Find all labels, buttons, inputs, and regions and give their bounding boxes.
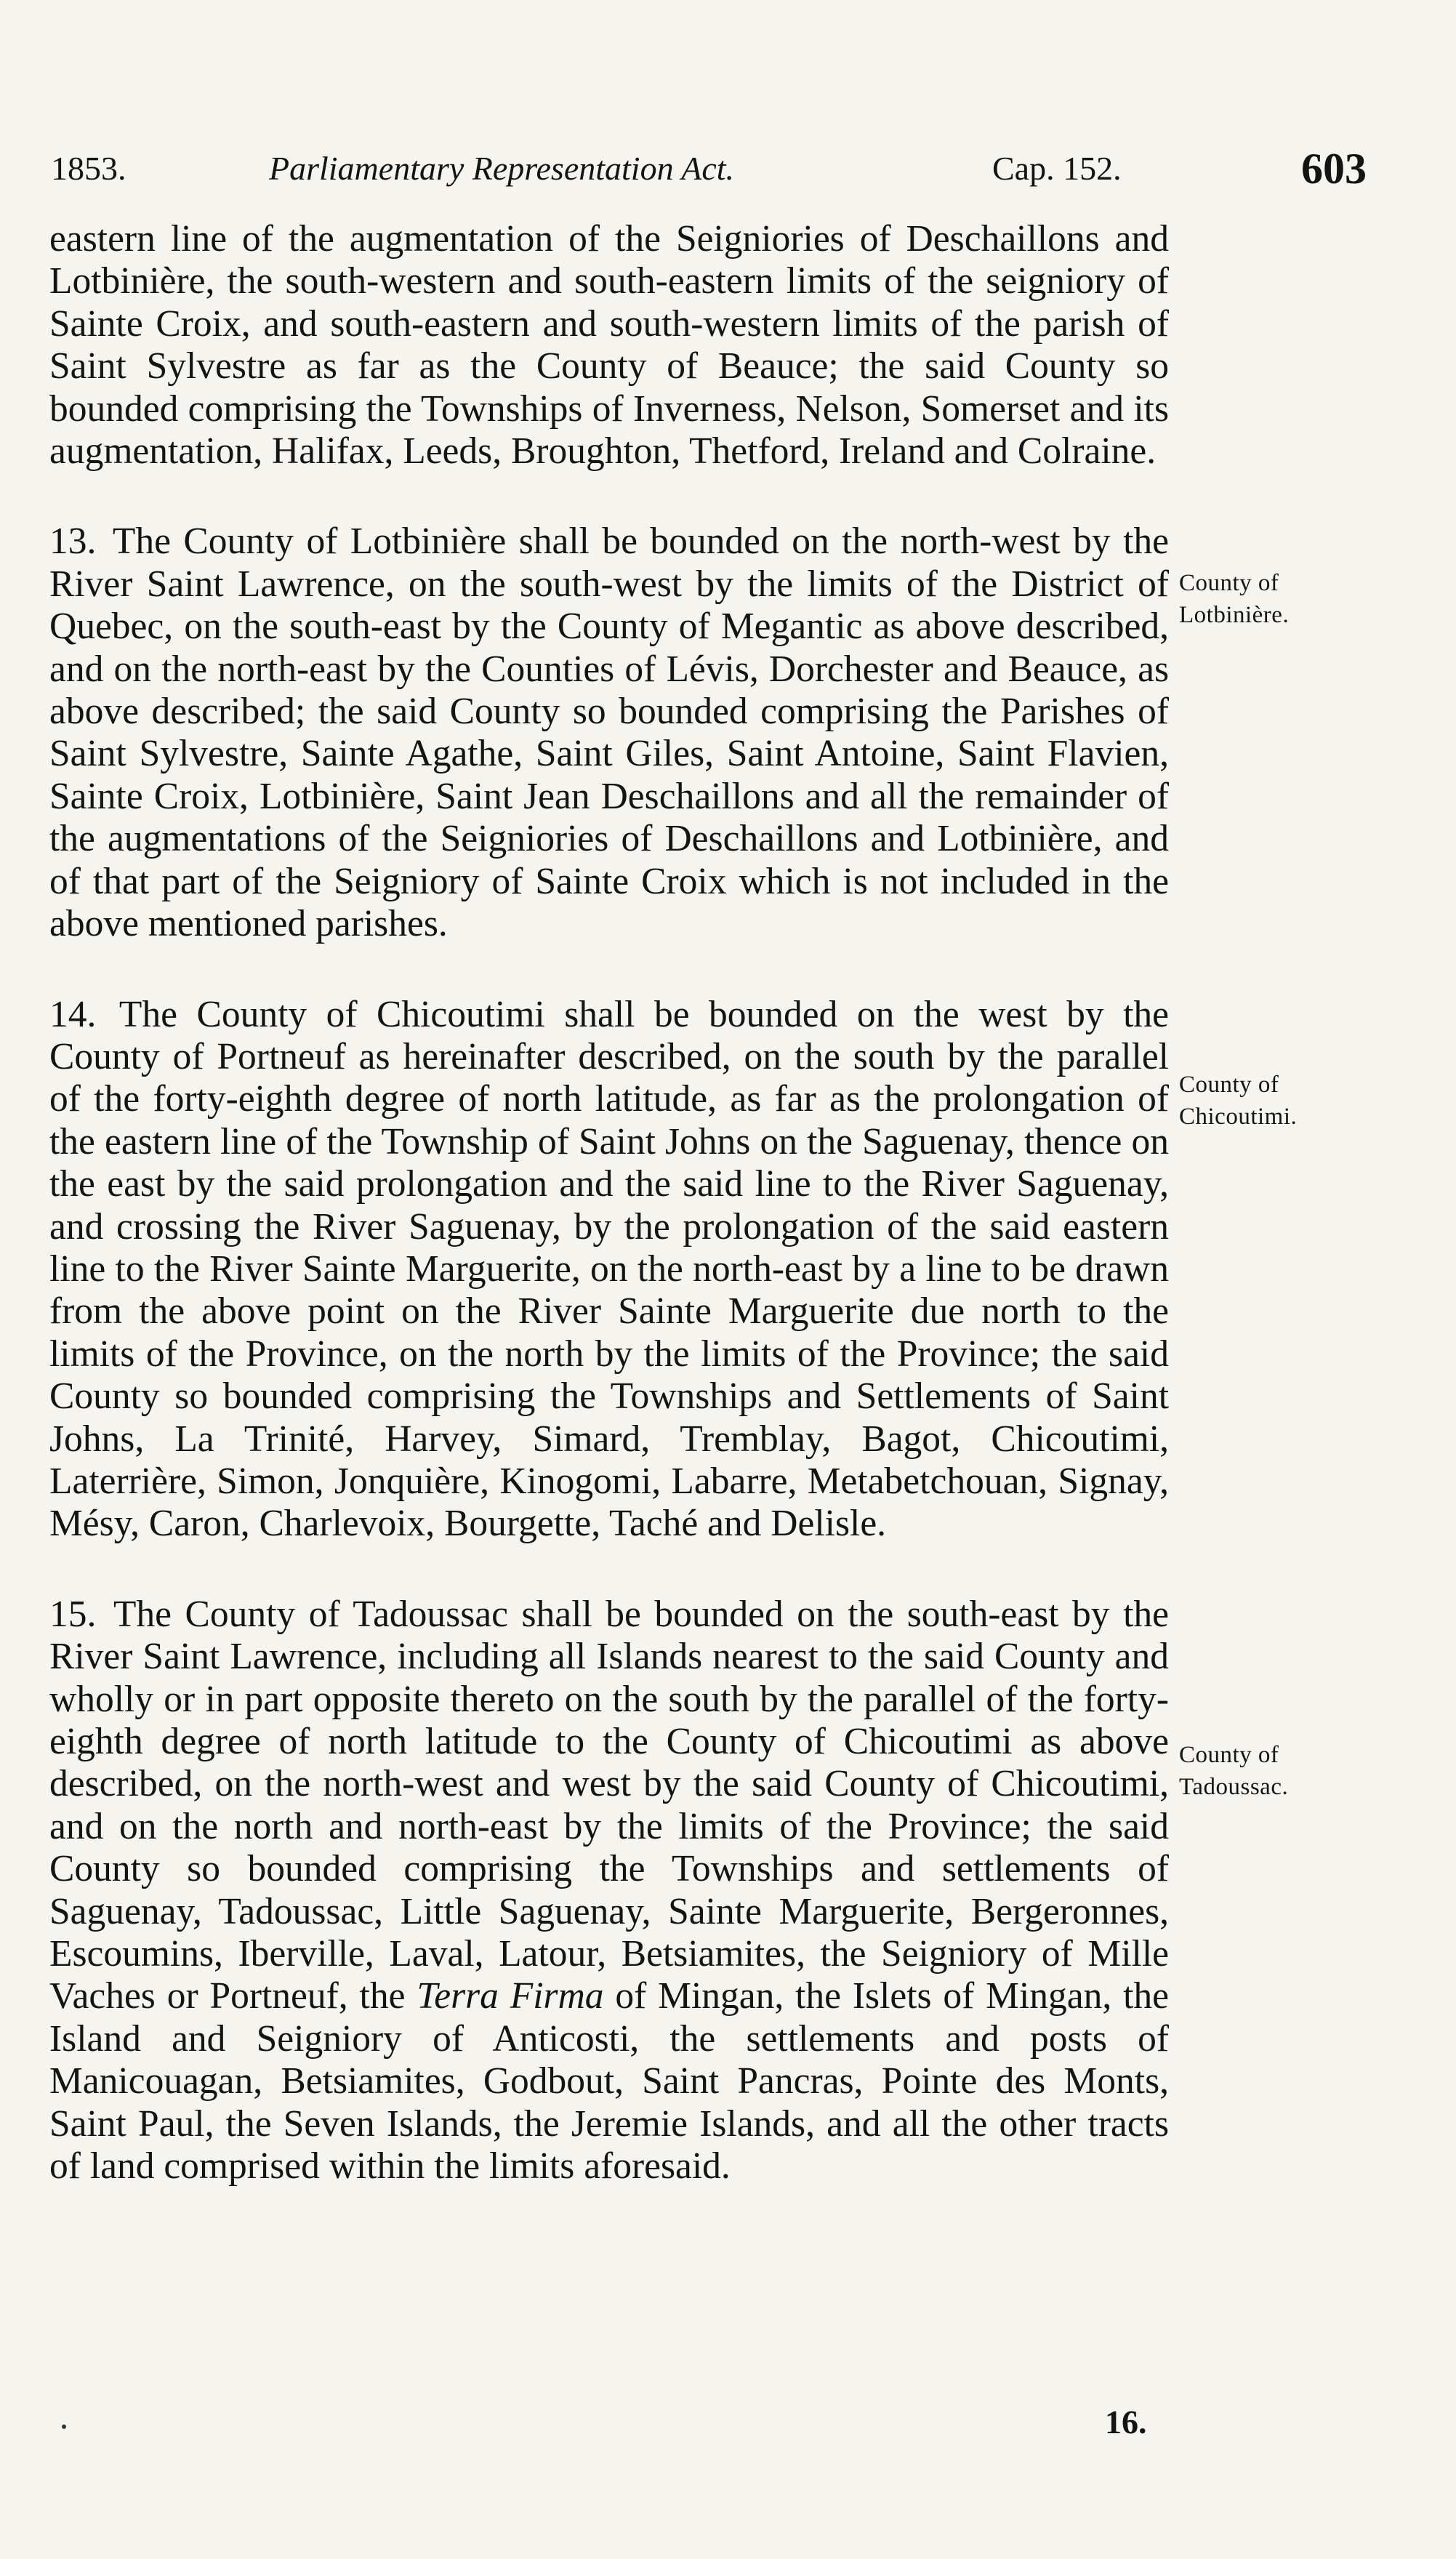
section-number: 14. xyxy=(49,993,97,1035)
margin-note-lotbiniere xyxy=(1179,567,1397,631)
margin-note-line: Lotbinière. xyxy=(1179,602,1290,628)
signature-mark: 16. xyxy=(1105,2403,1147,2441)
section-text: The County of Chicoutimi shall be bounded on the west by the County of Portneuf as hereinafter described, on the south by the parallel of the forty-eighth degree of north latitude, as far as the prolongation of the eastern line of the Township of Saint Johns on the Saguenay, thence on the east by the said prolongation and the said line to the River Saguenay, and crossing the River Saguenay, by the prolongation of the said eastern line to the River Sainte Marguerite, on the north-east by a line to be drawn from the above point on the River Sainte Marguerite due north to the limits of the Province, on the north by the limits of the Province; the said County so bounded comprising the Townships and Settlements of Saint Johns, La Trinité, Harvey, Simard, Tremblay, Bagot, Chicoutimi, Laterrière, Simon, Jonquière, Kinogomi, Labarre, Metabetchouan, Signay, Mésy, Caron, Charlevoix, Bourgette, Taché and Delisle. xyxy=(49,993,1169,1545)
section-15 xyxy=(49,1594,1169,2188)
section-text-italic: Terra Firma xyxy=(417,1975,604,2017)
section-text: eastern line of the augmentation of the Seigniories of Deschaillons and Lotbinière, the south-western and south-eastern limits of the seigniory of Sainte Croix, and south-eastern and south-western limits of the parish of Saint Sylvestre as far as the County of Beauce; the said County so bounded comprising the Townships of Inverness, Nelson, Somerset and its augmentation, Halifax, Leeds, Broughton, Thetford, Ireland and Colraine. xyxy=(49,218,1169,473)
document-body xyxy=(49,218,1169,2235)
margin-note-line: County of xyxy=(1179,1742,1279,1768)
section-number: 13. xyxy=(49,521,97,563)
section-13 xyxy=(49,521,1169,945)
footer-dot xyxy=(62,2425,66,2429)
header-page-number: 603 xyxy=(1301,145,1367,193)
section-text-before-italic: The County of Tadoussac shall be bounded on the south-east by the River Saint Lawrence, including all Islands nearest to the said County and wholly or in part opposite thereto on the south by the parallel of the forty-eighth degree of north latitude to the County of Chicoutimi as above described, on the north-west and west by the said County of Chicoutimi, and on the north and north-east by the limits of the Province; the said County so bounded comprising the Townships and settlements of Saguenay, Tadoussac, Little Saguenay, Sainte Marguerite, Bergeronnes, Escoumins, Iberville, Laval, Latour, Betsiamites, the Seigniory of Mille Vaches or Portneuf, the xyxy=(49,1593,1169,2017)
margin-note-line: Chicoutimi. xyxy=(1179,1104,1298,1130)
section-continuation xyxy=(49,218,1169,473)
section-text: The County of Lotbinière shall be bounded on the north-west by the River Saint Lawrence, on the south-west by the limits of the District of Quebec, on the south-east by the County of Megantic as above described, and on the north-east by the Counties of Lévis, Dorchester and Beauce, as above described; the said County so bounded comprising the Parishes of Saint Sylvestre, Sainte Agathe, Saint Giles, Saint Antoine, Saint Flavien, Sainte Croix, Lotbinière, Saint Jean Deschaillons and all the remainder of the augmentations of the Seigniories of Deschaillons and Lotbinière, and of that part of the Seigniory of Sainte Croix which is not included in the above mentioned parishes. xyxy=(49,521,1169,945)
running-header xyxy=(51,140,1381,198)
margin-note-tadoussac xyxy=(1179,1739,1397,1803)
header-title: Parliamentary Representation Act. xyxy=(269,150,735,187)
section-number: 15. xyxy=(49,1593,97,1635)
margin-note-line: County of xyxy=(1179,570,1279,596)
header-year: 1853. xyxy=(51,150,126,187)
section-text-after-italic: of Mingan, the Islets of Mingan, the Island and Seigniory of Anticosti, the settlements and posts of Manicouagan, Betsiamites, Godbout, Saint Pancras, Pointe des Monts, Saint Paul, the Seven Islands, the Jeremie Islands, and all the other tracts of land comprised within the limits aforesaid. xyxy=(49,1975,1170,2188)
margin-note-line: Tadoussac. xyxy=(1179,1774,1289,1800)
margin-note-chicoutimi xyxy=(1179,1069,1397,1133)
section-14 xyxy=(49,994,1169,1546)
header-chapter: Cap. 152. xyxy=(992,150,1122,187)
margin-note-line: County of xyxy=(1179,1072,1279,1098)
